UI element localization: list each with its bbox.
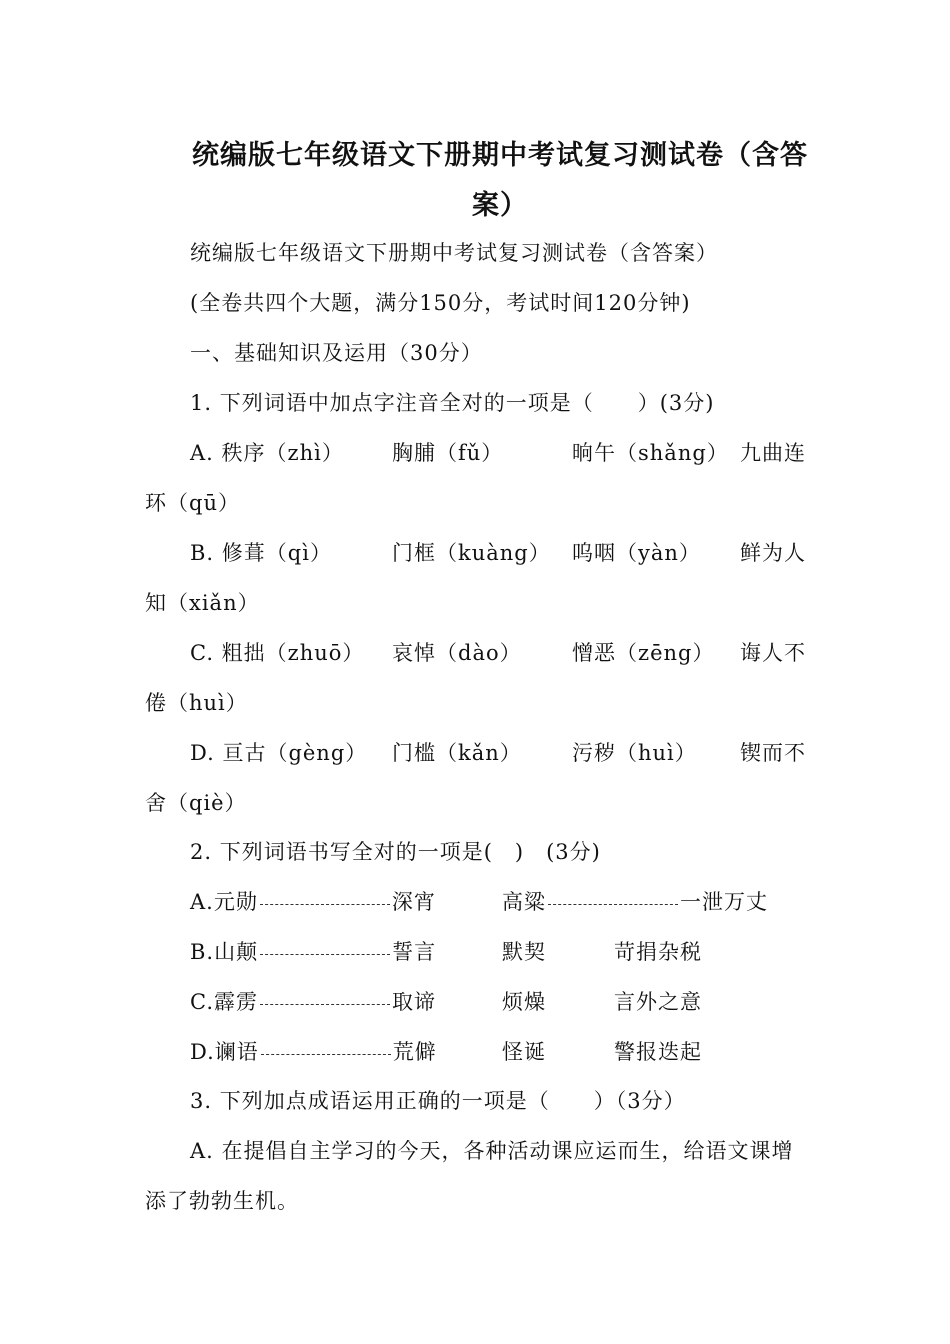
q1-option-d-cont: 舍（qiè） (145, 791, 247, 815)
q2-option-c-word3: 烦燥 (502, 990, 546, 1014)
q1-option-d-part1: D. 亘古（gèng） (190, 741, 368, 765)
q1-option-a-part3: 晌午（shǎng） (572, 441, 729, 465)
q2-option-a-word1: A.元勋 (190, 890, 258, 914)
underline-blank (548, 904, 678, 905)
q2-option-d-word1: D.谰语 (190, 1040, 259, 1064)
q1-option-c-part1: C. 粗拙（zhuō） (190, 641, 365, 665)
q1-option-b-cont: 知（xiǎn） (145, 591, 260, 615)
q1-option-c-part4: 诲人不 (740, 641, 806, 665)
q2-option-d-word3: 怪诞 (502, 1040, 546, 1064)
q1-option-d-part2: 门槛（kǎn） (392, 741, 522, 765)
underline-blank (260, 954, 390, 955)
q2-option-d (190, 1036, 437, 1066)
q2-option-d-word2: 荒僻 (392, 1040, 437, 1064)
q1-option-c-cont: 倦（huì） (145, 691, 248, 715)
q1-option-a-part1: A. 秩序（zhì） (190, 441, 344, 465)
q1-option-a-part2: 胸脯（fǔ） (392, 441, 504, 465)
q2-option-a-word4: 一泄万丈 (680, 890, 768, 914)
q2-option-b (190, 936, 436, 966)
q2-option-c-word1: C.霹雳 (190, 990, 258, 1014)
q2-option-b-word1: B.山颠 (190, 940, 259, 964)
q3-option-a-line2: 添了勃勃生机。 (145, 1189, 299, 1213)
underline-blank (261, 1054, 391, 1055)
q2-option-c (190, 986, 436, 1016)
section-heading-1: 一、基础知识及运用（30分） (190, 341, 483, 365)
q1-option-b-part2: 门框（kuàng） (392, 541, 551, 565)
q2-option-b-word3: 默契 (502, 940, 546, 964)
question-2-stem: 2. 下列词语书写全对的一项是( ) (3分) (190, 840, 601, 864)
question-1-stem: 1. 下列词语中加点字注音全对的一项是（ ）(3分) (190, 391, 715, 415)
document-title-line1: 统编版七年级语文下册期中考试复习测试卷（含答 (192, 140, 808, 171)
q2-option-c-word2: 取谛 (392, 990, 436, 1014)
q1-option-b-part4: 鲜为人 (740, 541, 806, 565)
q2-option-a-word2: 深宵 (391, 890, 436, 914)
document-title-line2: 案） (472, 190, 528, 221)
exam-note: (全卷共四个大题，满分150分，考试时间120分钟) (190, 291, 691, 315)
q2-option-c-word4: 言外之意 (614, 990, 702, 1014)
q1-option-b-part3: 呜咽（yàn） (572, 541, 701, 565)
q1-option-b-part1: B. 修葺（qì） (190, 541, 332, 565)
q2-option-b-word4: 苛捐杂税 (614, 940, 702, 964)
q2-option-a (190, 886, 436, 916)
q1-option-c-part2: 哀悼（dào） (392, 641, 522, 665)
document-subtitle: 统编版七年级语文下册期中考试复习测试卷（含答案） (190, 241, 718, 265)
question-3-stem: 3. 下列加点成语运用正确的一项是（ ）（3分） (190, 1089, 686, 1113)
q1-option-d-part4: 锲而不 (740, 741, 806, 765)
q2-option-b-word2: 誓言 (392, 940, 437, 964)
q1-option-d-part3: 污秽（huì） (572, 741, 697, 765)
q3-option-a-line1: A. 在提倡自主学习的今天，各种活动课应运而生，给语文课增 (190, 1139, 794, 1163)
q2-option-a-word3: 高粱 (502, 890, 546, 914)
q1-option-c-part3: 憎恶（zēng） (572, 641, 715, 665)
q1-option-a-cont: 环（qū） (145, 491, 240, 515)
q2-option-d-word4: 警报迭起 (614, 1040, 702, 1064)
underline-blank (260, 1004, 390, 1005)
q1-option-a-part4: 九曲连 (740, 441, 806, 465)
q2-option-a-group2 (502, 886, 768, 916)
underline-blank (260, 904, 390, 905)
